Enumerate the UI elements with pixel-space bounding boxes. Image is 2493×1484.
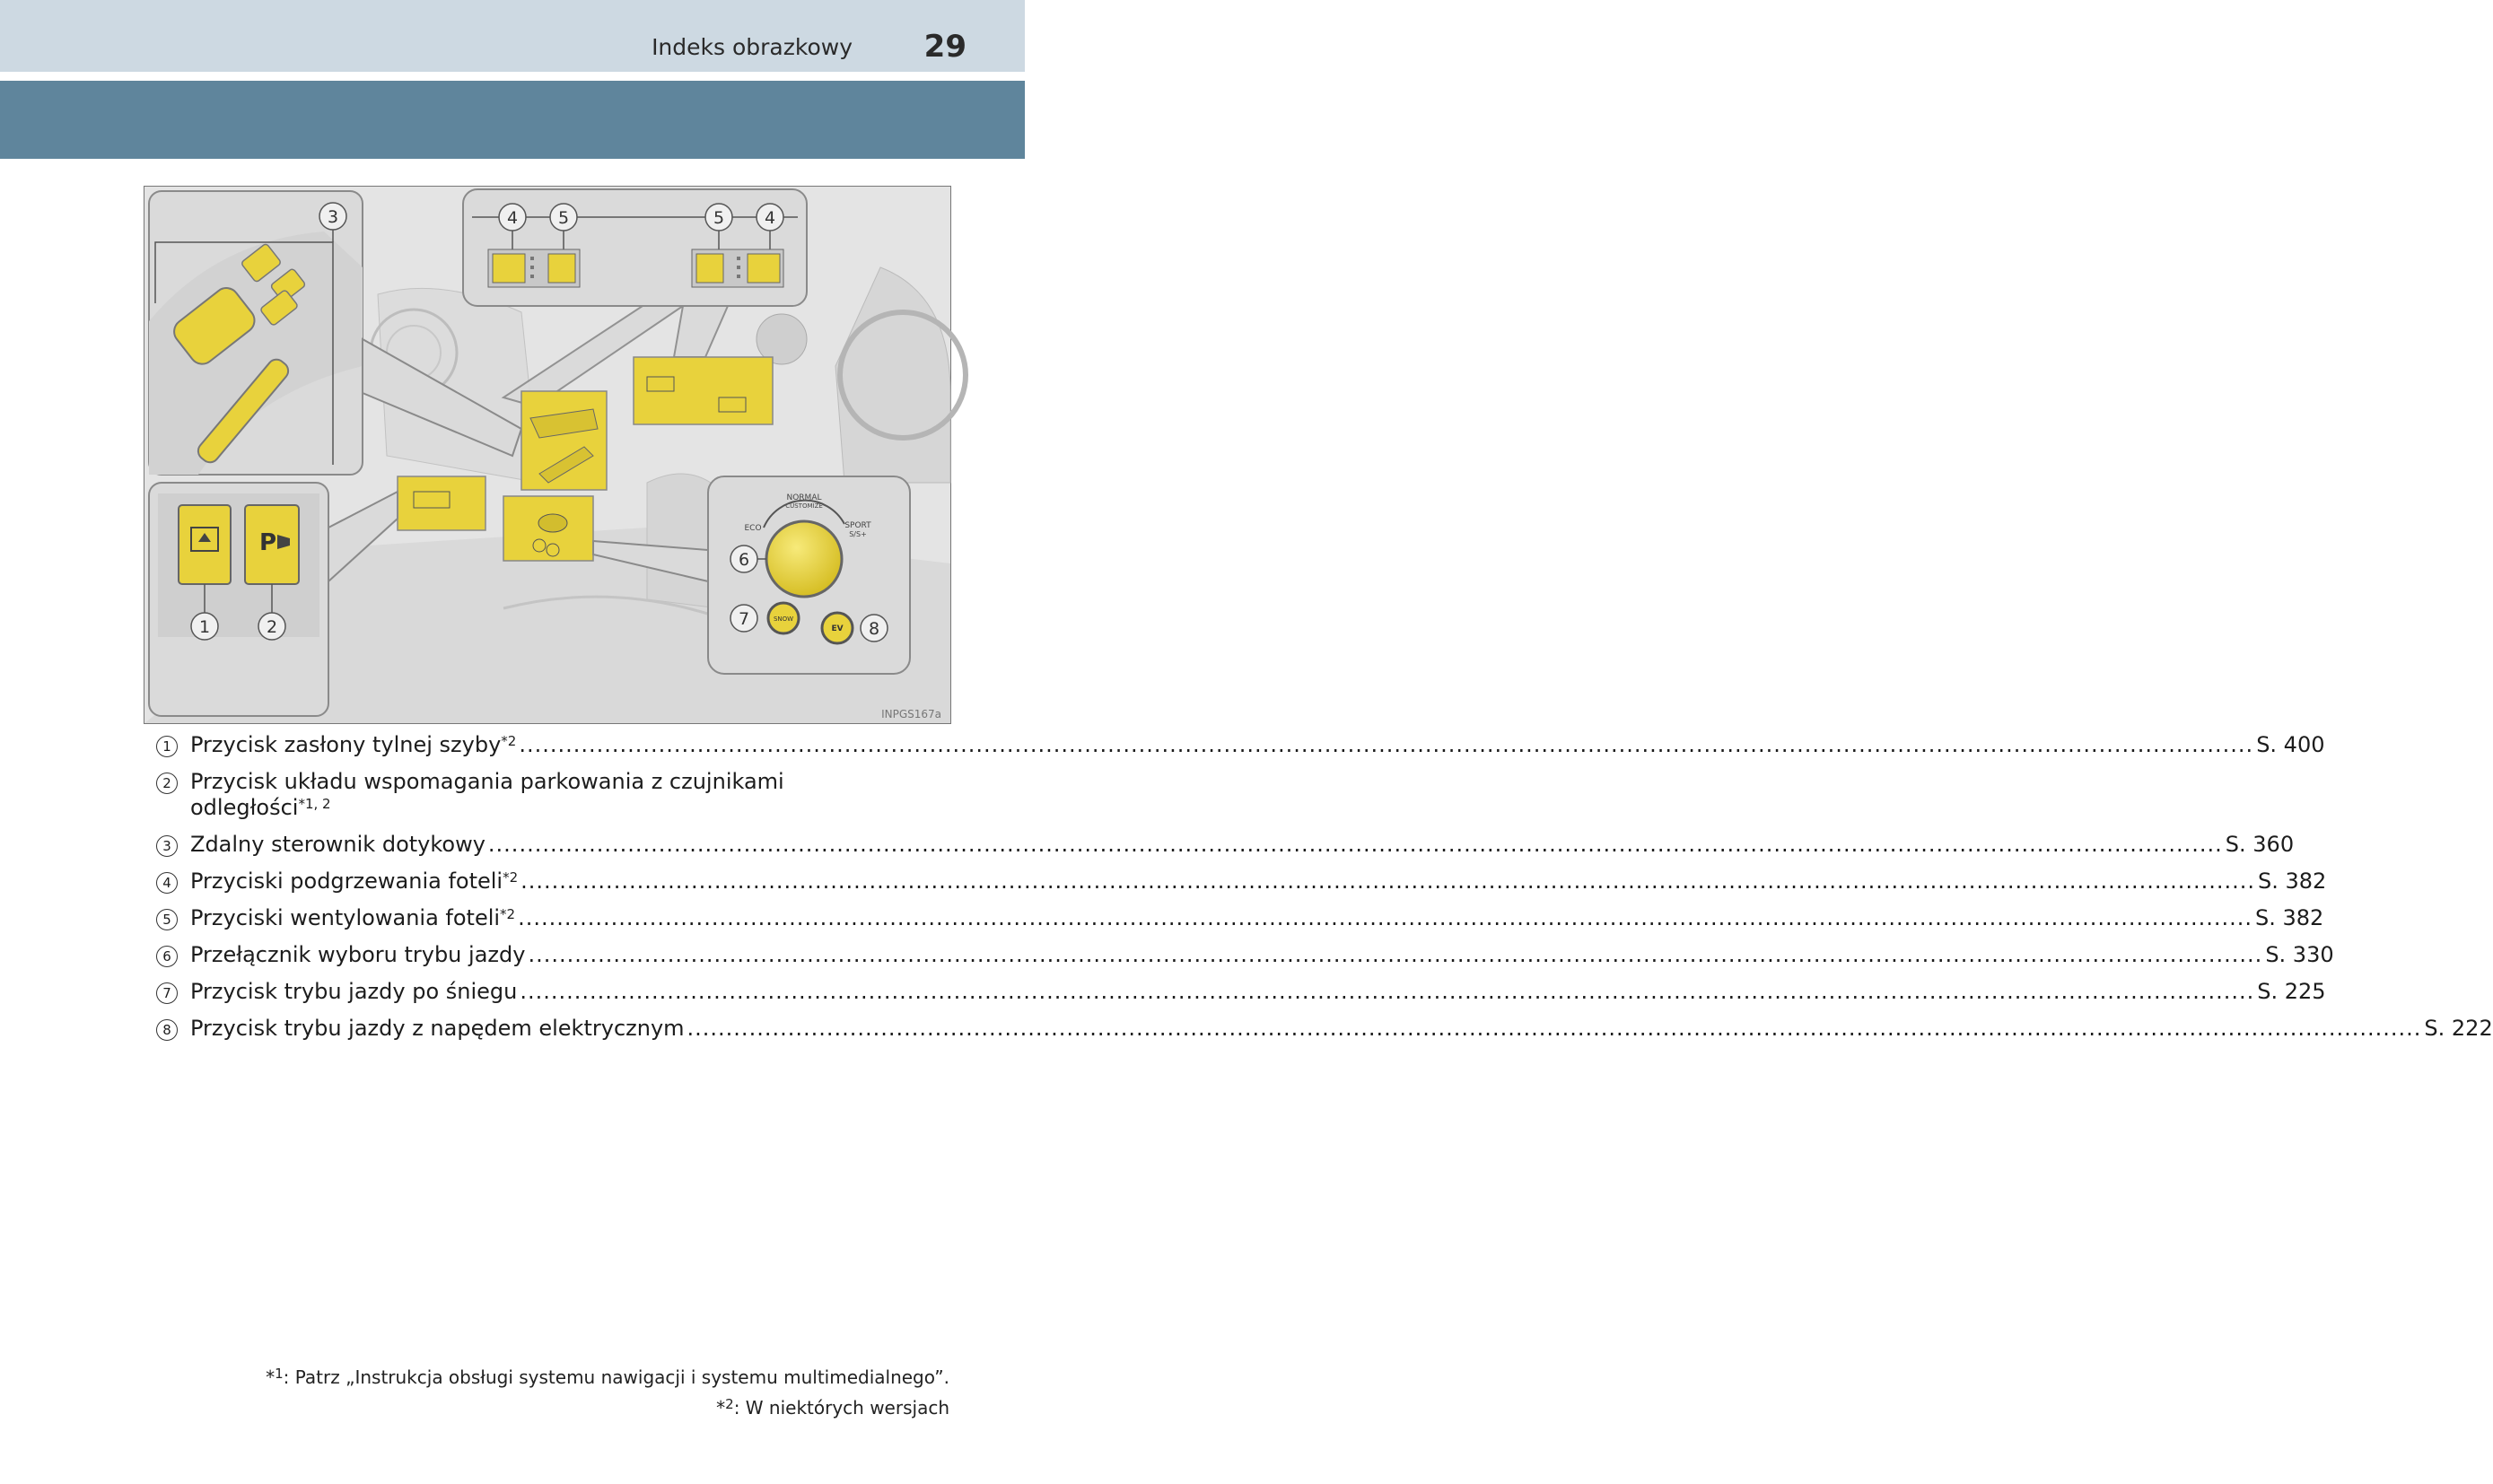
footnote-1: *$^1$: Patrz „Instrukcja obsługi systemu nawigacji i systemu multimedialnego”. bbox=[266, 1366, 949, 1388]
svg-text:2: 2 bbox=[266, 617, 278, 637]
footnote-2: *$^2$: W niektórych wersjach bbox=[716, 1396, 949, 1419]
page-ref: S. 382 bbox=[2258, 869, 2327, 894]
page-ref: S. 382 bbox=[2254, 905, 2324, 930]
page-number: 29 bbox=[923, 29, 967, 65]
page-ref: S. 330 bbox=[2265, 942, 2334, 967]
inset-parking-buttons bbox=[149, 483, 328, 716]
page-ref: S. 360 bbox=[2225, 832, 2295, 857]
svg-text:SPORT: SPORT bbox=[844, 521, 871, 530]
inset-drive-mode bbox=[708, 476, 910, 674]
svg-text:7: 7 bbox=[738, 609, 750, 629]
svg-text:4: 4 bbox=[764, 208, 776, 228]
header-band bbox=[0, 0, 1025, 72]
footnotes bbox=[266, 1362, 949, 1423]
list-item-5: 5 Przyciski wentylowania foteli$^{*2}$ ..... S. 382 bbox=[156, 905, 910, 931]
dashboard-figure bbox=[144, 186, 951, 724]
list-item-1: 1 Przycisk zasłony tylnej szyby$^{*2}$ ..... S. 400 bbox=[156, 732, 910, 758]
list-item-2: 2 Przycisk układu wspomagania parkowania z czujnikami odległości$^{*1, 2}$ bbox=[156, 769, 910, 821]
inset-remote-touch bbox=[149, 191, 363, 475]
svg-text:4: 4 bbox=[506, 208, 519, 228]
legend-list bbox=[156, 732, 2493, 1052]
callout-3-label: 3 bbox=[327, 207, 339, 227]
page-ref: S. 222 bbox=[2424, 1016, 2493, 1041]
tile-console-buttons bbox=[521, 391, 607, 490]
section-title: Indeks obrazkowy bbox=[652, 34, 853, 60]
drive-mode-dial bbox=[766, 521, 842, 597]
list-item-4: 4 Przyciski podgrzewania foteli$^{*2}$ ..... S. 382 bbox=[156, 869, 910, 895]
section-band bbox=[0, 81, 1025, 159]
list-item-3: 3 Zdalny sterownik dotykowy ..... S. 360 bbox=[156, 832, 910, 858]
list-item-8: 8 Przycisk trybu jazdy z napędem elektrycznym ..... S. 222 bbox=[156, 1016, 910, 1042]
svg-text:ECO: ECO bbox=[744, 524, 762, 533]
svg-text:8: 8 bbox=[868, 619, 880, 639]
inset-seat-buttons bbox=[463, 189, 807, 306]
page-ref: S. 225 bbox=[2257, 979, 2326, 1004]
tile-rear-buttons bbox=[398, 476, 485, 530]
svg-text:6: 6 bbox=[738, 550, 750, 570]
svg-text:5: 5 bbox=[557, 208, 570, 228]
svg-text:5: 5 bbox=[713, 208, 725, 228]
figure-code: INPGS167a bbox=[881, 708, 941, 720]
svg-text:NORMAL: NORMAL bbox=[786, 493, 822, 502]
svg-text:S/S+: S/S+ bbox=[849, 530, 867, 538]
svg-text:SNOW: SNOW bbox=[773, 615, 794, 623]
svg-text:EV: EV bbox=[831, 624, 844, 633]
list-item-6: 6 Przełącznik wyboru trybu jazdy ..... S. 330 bbox=[156, 942, 910, 968]
svg-text:CUSTOMIZE: CUSTOMIZE bbox=[785, 502, 823, 510]
page-ref: S. 400 bbox=[2256, 732, 2325, 757]
list-item-7: 7 Przycisk trybu jazdy po śniegu ..... S. 225 bbox=[156, 979, 910, 1005]
parking-p-label: P bbox=[259, 529, 277, 556]
svg-text:1: 1 bbox=[198, 617, 211, 637]
